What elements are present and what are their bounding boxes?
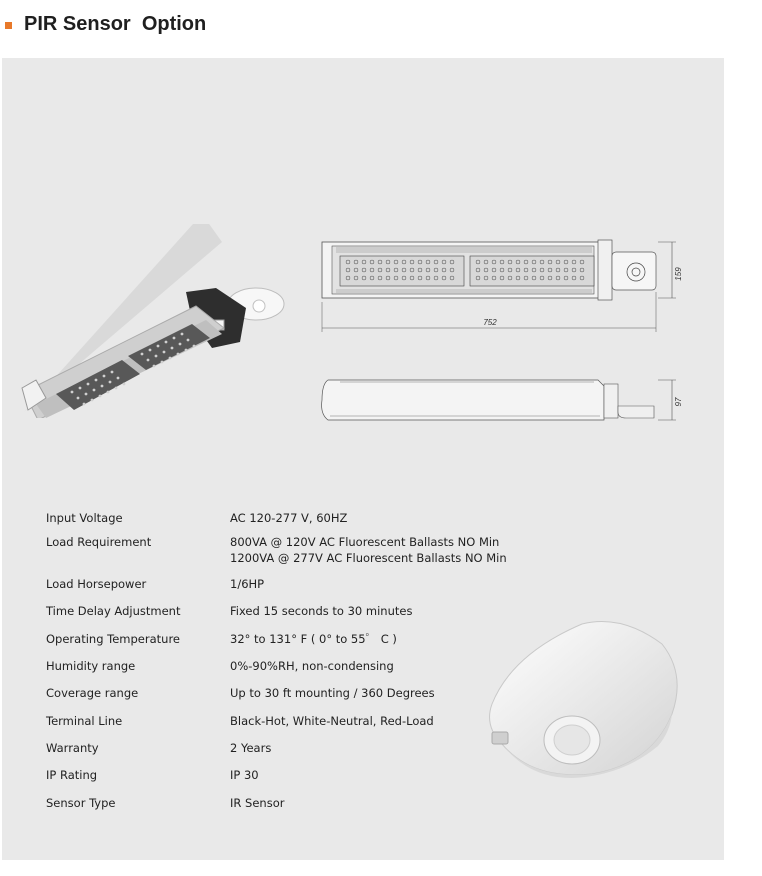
spec-label: Coverage range — [46, 686, 139, 700]
side-view-drawing — [314, 374, 684, 430]
spec-value: 1/6HP — [230, 577, 265, 591]
spec-value: AC 120-277 V, 60HZ — [230, 511, 348, 525]
spec-value: 2 Years — [230, 741, 272, 755]
top-view-drawing — [314, 232, 684, 340]
spec-label: Terminal Line — [46, 714, 123, 728]
fixture-image — [16, 224, 286, 418]
section-heading — [5, 10, 206, 38]
spec-label: Sensor Type — [46, 796, 116, 810]
width-dimension-label: 752 — [483, 318, 497, 327]
spec-value: Black-Hot, White-Neutral, Red-Load — [230, 714, 434, 728]
spec-label: Humidity range — [46, 659, 136, 673]
spec-label: Load Requirement — [46, 535, 152, 549]
spec-value: 800VA @ 120V AC Fluorescent Ballasts NO Min 1200VA @ 277V AC Fluorescent Ballasts NO Min — [230, 535, 507, 565]
spec-value: Up to 30 ft mounting / 360 Degrees — [230, 686, 435, 700]
spec-value: IR Sensor — [230, 796, 285, 810]
side-height-dimension-label: 97 — [674, 397, 683, 407]
spec-label: Load Horsepower — [46, 577, 147, 591]
spec-value: Fixed 15 seconds to 30 minutes — [230, 604, 413, 618]
height-dimension-label: 159 — [674, 267, 683, 281]
spec-value: 0%-90%RH, non-condensing — [230, 659, 394, 673]
spec-label: Time Delay Adjustment — [46, 604, 181, 618]
spec-label: Input Voltage — [46, 511, 123, 525]
page-title: PIR Sensor Option — [24, 12, 207, 35]
spec-label: IP Rating — [46, 768, 98, 782]
spec-value: 32° to 131° F ( 0° to 55゜ C ) — [230, 632, 397, 646]
spec-label: Operating Temperature — [46, 632, 180, 646]
spec-value: IP 30 — [230, 768, 259, 782]
spec-label: Warranty — [46, 741, 99, 755]
product-panel — [2, 58, 724, 860]
square-bullet-icon — [5, 22, 12, 29]
